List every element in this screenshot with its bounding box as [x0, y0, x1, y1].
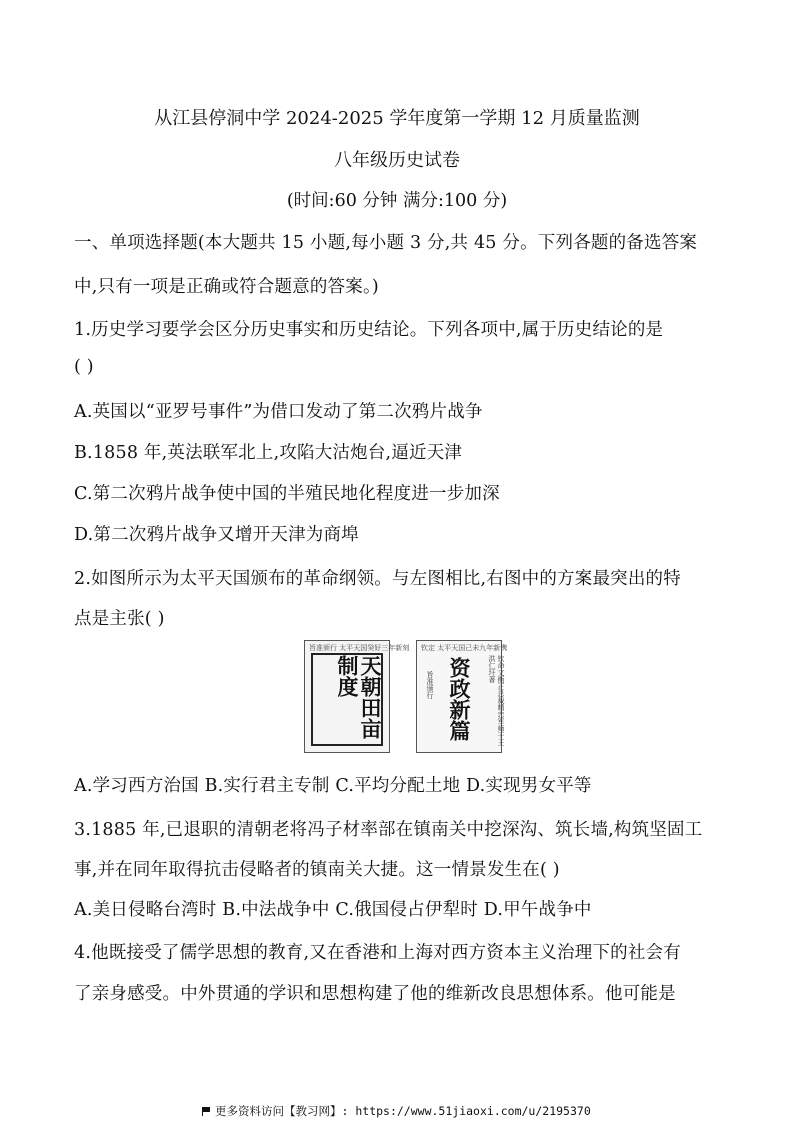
q1-stem-line-2: ( ): [74, 357, 94, 377]
q1-option-b: B.1858 年,英法联军北上,攻陷大沽炮台,逼近天津: [74, 443, 463, 463]
section-intro-line-1: 一、单项选择题(本大题共 15 小题,每小题 3 分,共 45 分。下列各题的备选答案: [74, 233, 698, 253]
book-cover-header: 旨准颁行 太平天国癸好三年新刻: [309, 644, 410, 652]
exam-title: 从江县停洞中学 2024-2025 学年度第一学期 12 月质量监测: [154, 108, 640, 129]
q4-stem-line-2: 了亲身感受。中外贯通的学识和思想构建了他的维新改良思想体系。他可能是: [74, 984, 676, 1004]
book-cover-zizheng: [416, 640, 508, 753]
book-cover-side-left: 旨准颁行: [426, 671, 434, 699]
section-intro-line-2: 中,只有一项是正确或符合题意的答案。): [74, 277, 379, 297]
q3-options: A.美日侵略台湾时 B.中法战争中 C.俄国侵占伊犁时 D.甲午战争中: [74, 900, 592, 920]
q2-figures: [304, 640, 508, 755]
flag-icon: [202, 1107, 211, 1116]
book-cover-tianchao: [304, 640, 410, 753]
book-cover-header: 钦定 太平天国己未九年新镌: [421, 644, 508, 652]
q3-stem-line-2: 事,并在同年取得抗击侵略者的镇南关大捷。这一情景发生在( ): [74, 860, 560, 880]
q4-stem-line-1: 4.他既接受了儒学思想的教育,又在香港和上海对西方资本主义治理下的社会有: [74, 943, 681, 963]
book-cover-side-right: 钦命文衡正总裁精忠军师干王洪仁玕著: [488, 655, 505, 746]
q1-option-d: D.第二次鸦片战争又增开天津为商埠: [74, 525, 359, 545]
book-cover-title: 资政新篇: [447, 657, 471, 741]
q1-option-c: C.第二次鸦片战争使中国的半殖民地化程度进一步加深: [74, 484, 500, 504]
footer-text: 更多资料访问【教习网】: https://www.51jiaoxi.com/u/2195370: [215, 1104, 591, 1118]
footer-link[interactable]: [202, 1103, 591, 1119]
q2-stem-line-1: 2.如图所示为太平天国颁布的革命纲领。与左图相比,右图中的方案最突出的特: [74, 569, 681, 589]
exam-subtitle: 八年级历史试卷: [334, 150, 460, 171]
q2-stem-line-2: 点是主张( ): [74, 609, 165, 629]
q1-stem-line-1: 1.历史学习要学会区分历史事实和历史结论。下列各项中,属于历史结论的是: [74, 320, 664, 340]
book-cover-title: 天朝田亩制度: [335, 655, 382, 739]
q3-stem-line-1: 3.1885 年,已退职的清朝老将冯子材率部在镇南关中挖深沟、筑长墙,构筑坚固工: [74, 820, 703, 840]
exam-time-info: (时间:60 分钟 满分:100 分): [286, 191, 508, 211]
q1-option-a: A.英国以“亚罗号事件”为借口发动了第二次鸦片战争: [74, 402, 483, 422]
q2-options: A.学习西方治国 B.实行君主专制 C.平均分配土地 D.实现男女平等: [74, 776, 592, 796]
